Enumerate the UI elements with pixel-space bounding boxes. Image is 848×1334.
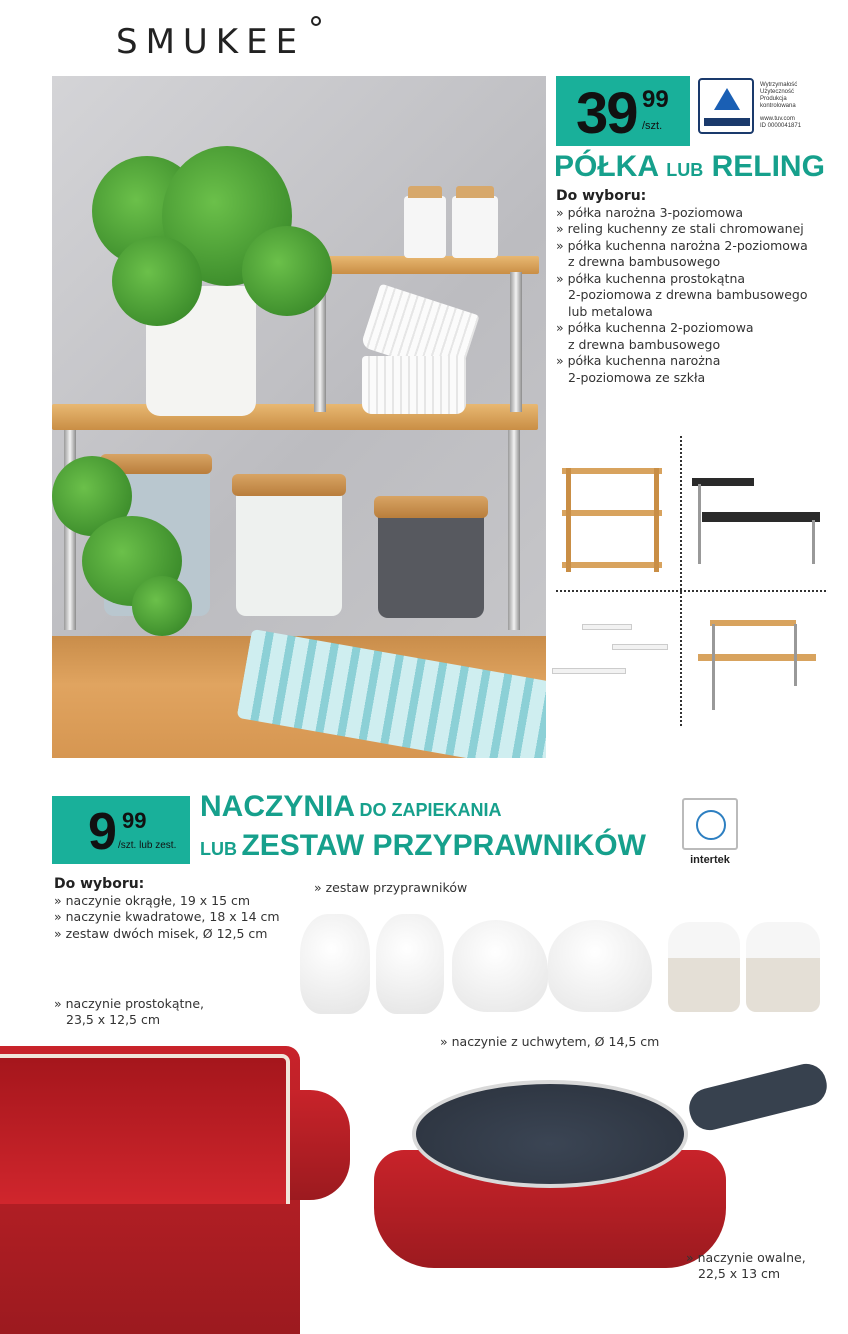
brand-logo: [116, 22, 305, 62]
thumbnail-black-rail-shelf: [692, 478, 822, 568]
price-cents: 99: [642, 86, 669, 113]
price-main: 39: [576, 81, 637, 146]
thumbnail-corner-shelf-3-level: [562, 468, 666, 574]
handle-dish-inner: [412, 1080, 688, 1188]
price-unit: /szt. lub zest.: [118, 840, 177, 851]
owl-shaker-right: [376, 914, 444, 1014]
rectangular-dish-handle: [290, 1090, 350, 1200]
options-heading: Do wyboru:: [54, 876, 145, 892]
intertek-certificate-icon: intertek: [682, 798, 738, 870]
price-box-bakeware: [52, 796, 190, 864]
divider-vertical: [680, 436, 682, 726]
handle-dish-handle: [685, 1060, 831, 1135]
shelf-options-list: Do wyboru: » półka narożna 3-poziomowa » reling kuchenny ze stali chromowanej » półka kuchenna narożna 2-poziomowa z drewna bambusowego » półka kuchenna prostokątna 2-poziomowa z drewna bambusowego lub metalowa » półka kuchenna 2-poziomowa z drewna bambusowego » półka kuchenna narożna 2-poziomowa ze szkła: [556, 188, 836, 386]
price-box-shelf: [556, 76, 690, 146]
brand-name: SMUKEE: [116, 22, 306, 62]
price-main: 9: [88, 803, 115, 861]
caption-oval-dish: » naczynie owalne, 22,5 x 13 cm: [686, 1250, 806, 1282]
bird-shaker-left: [452, 920, 548, 1012]
thumbnail-corner-shelf-2-level: [698, 620, 818, 714]
owl-shaker-left: [300, 914, 370, 1014]
tuv-certificate-icon: [698, 78, 754, 134]
price-unit: /szt.: [642, 120, 663, 132]
divider-horizontal: [556, 590, 826, 592]
bird-shaker-right: [548, 920, 652, 1012]
striped-shaker-right: [746, 922, 820, 1012]
options-heading: Do wyboru:: [556, 188, 647, 204]
caption-spice-set: » zestaw przyprawników: [314, 880, 467, 896]
tuv-certificate-text: Wytrzymałość Użyteczność Produkcja kontrolowana www.tuv.com ID 0000041871: [760, 82, 802, 129]
striped-shaker-left: [668, 922, 740, 1012]
price-cents: 99: [122, 808, 147, 833]
thumbnail-white-shelf: [552, 620, 670, 690]
brand-logo-dot: [311, 16, 321, 26]
caption-rectangular-dish: » naczynie prostokątne, 23,5 x 12,5 cm: [54, 996, 204, 1028]
caption-handle-dish: » naczynie z uchwytem, Ø 14,5 cm: [440, 1034, 659, 1050]
bakeware-options-list: Do wyboru: » naczynie okrągłe, 19 x 15 cm » naczynie kwadratowe, 18 x 14 cm » zestaw dwóch misek, Ø 12,5 cm: [54, 876, 304, 942]
shelf-offer-title: PÓŁKA LUB RELING: [554, 150, 825, 183]
rectangular-red-dish: [0, 1046, 300, 1334]
bakeware-offer-title: NACZYNIA DO ZAPIEKANIA LUB ZESTAW PRZYPRAWNIKÓW: [200, 790, 646, 862]
shelf-product-photo: [52, 76, 546, 758]
